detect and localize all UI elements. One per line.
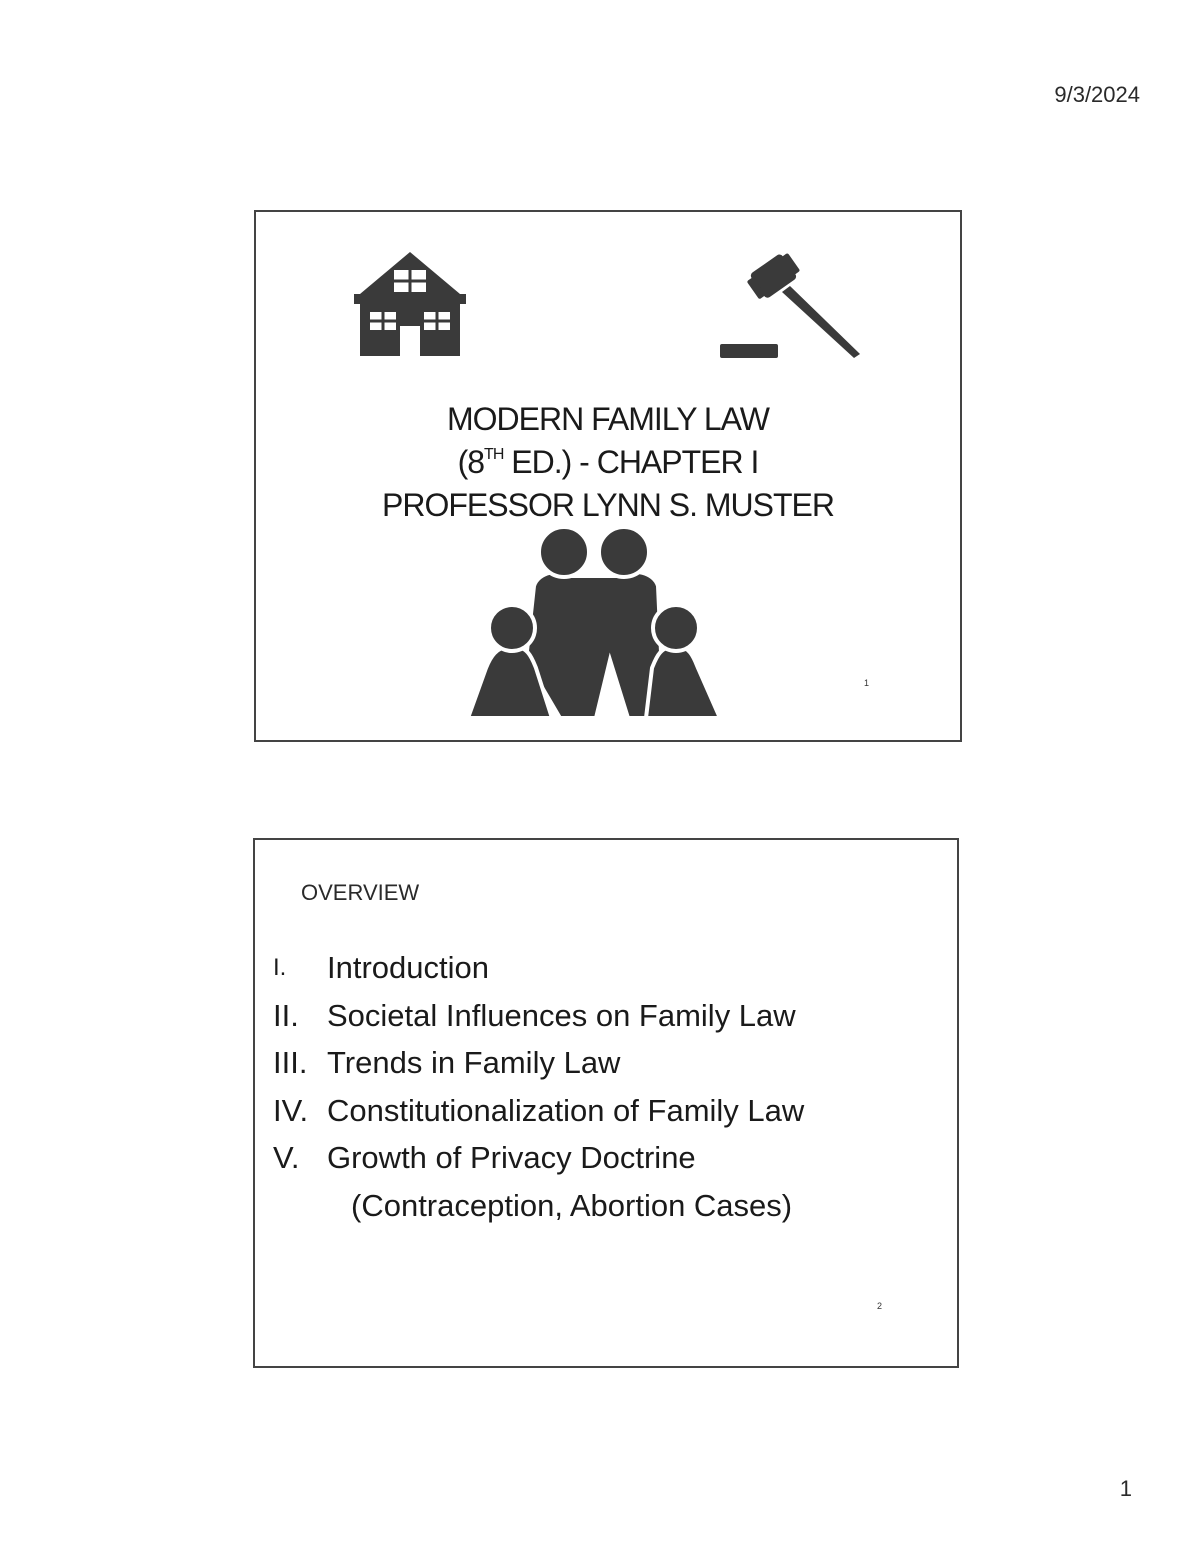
slide-1-title [254, 210, 962, 742]
slide-2-overview [253, 838, 959, 1368]
title-line-1: MODERN FAMILY LAW [446, 401, 769, 437]
list-item: IV. Constitutionalization of Family Law [273, 1092, 805, 1128]
slide-number: 2 [877, 1301, 883, 1311]
title-line-3: PROFESSOR LYNN S. MUSTER [382, 487, 834, 523]
overview-heading: OVERVIEW [301, 880, 420, 905]
title-line-2: (8TH ED.) - CHAPTER I [457, 444, 759, 480]
family-icon [468, 528, 724, 718]
gavel-icon [714, 250, 864, 362]
house-icon [350, 250, 470, 356]
list-item: I. Introduction [273, 950, 489, 985]
list-item: V. Growth of Privacy Doctrine [273, 1140, 696, 1175]
list-item: III. Trends in Family Law [273, 1045, 621, 1080]
page-number: 1 [1119, 1476, 1132, 1501]
slide-title [256, 398, 960, 527]
list-item: II. Societal Influences on Family Law [273, 997, 796, 1033]
slide-number: 1 [864, 678, 870, 688]
outline-list [273, 944, 804, 1229]
page-date: 9/3/2024 [1054, 82, 1140, 107]
list-sub-item: (Contraception, Abortion Cases) [351, 1187, 793, 1223]
